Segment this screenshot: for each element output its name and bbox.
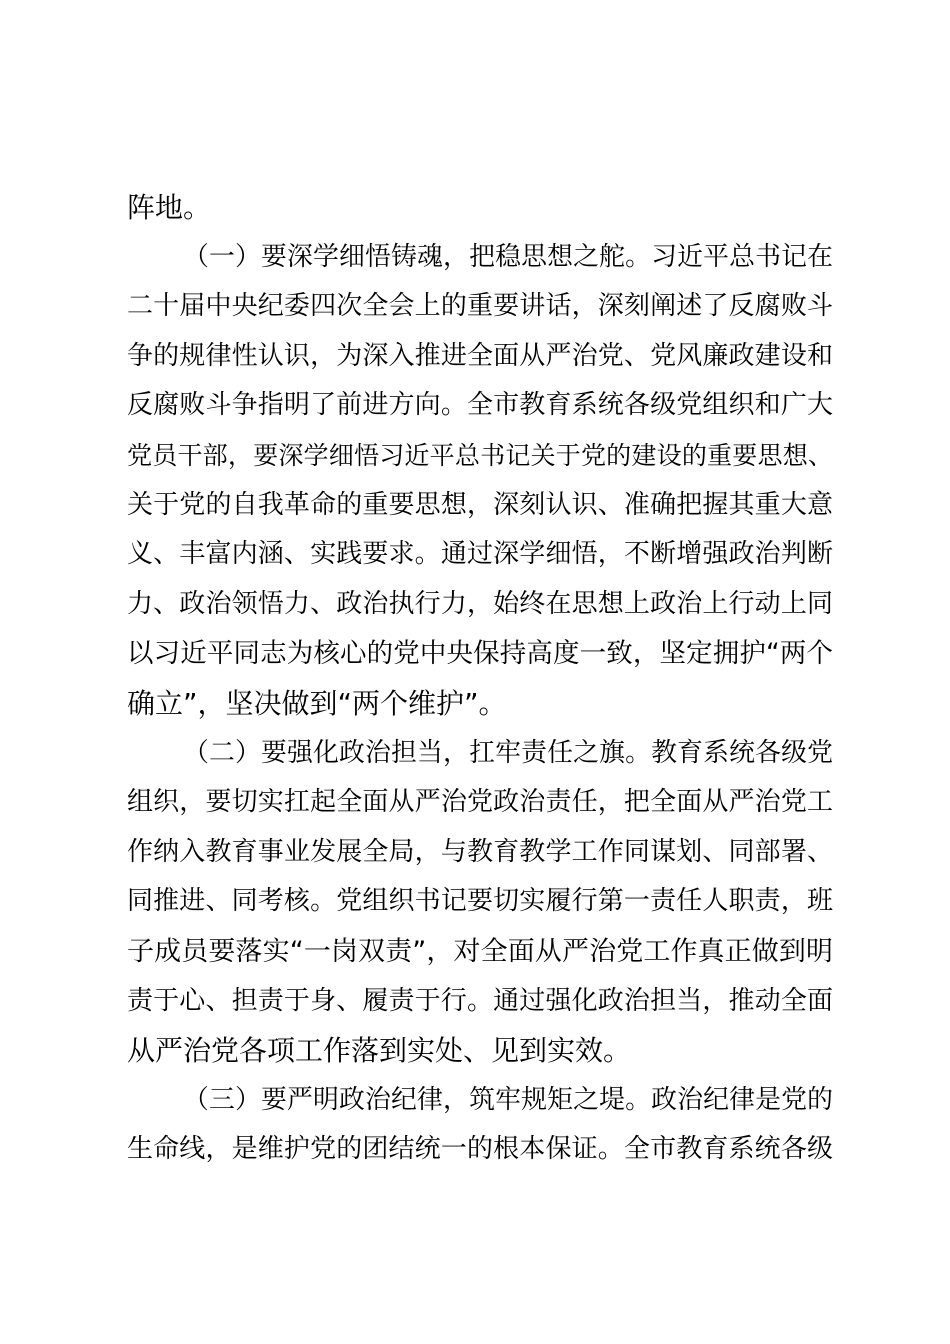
text-line: 子成员要落实“一岗双责”，对全面从严治党工作真正做到明	[127, 935, 833, 967]
text-line: 组织，要切实扛起全面从严治党政治责任，把全面从严治党工	[127, 787, 833, 818]
text-line: 从严治党各项工作落到实处、见到实效。	[127, 1034, 632, 1068]
text-line: 以习近平同志为核心的党中央保持高度一致，坚定拥护“两个	[127, 638, 833, 670]
text-line: 生命线，是维护党的团结统一的根本保证。全市教育系统各级	[127, 1134, 833, 1165]
text-line: 责于心、担责于身、履责于行。通过强化政治担当，推动全面	[127, 985, 833, 1016]
document-body	[127, 183, 833, 1175]
text-line: （三）要严明政治纪律，筑牢规矩之堤。政治纪律是党的	[183, 1084, 833, 1115]
text-line: 反腐败斗争指明了前进方向。全市教育系统各级党组织和广大	[127, 390, 833, 421]
text-line: 二十届中央纪委四次全会上的重要讲话，深刻阐述了反腐败斗	[127, 291, 833, 322]
text-line: 争的规律性认识，为深入推进全面从严治党、党风廉政建设和	[127, 340, 833, 371]
text-line: 关于党的自我革命的重要思想，深刻认识、准确把握其重大意	[127, 489, 833, 520]
text-line: 义、丰富内涵、实践要求。通过深学细悟，不断增强政治判断	[127, 539, 833, 570]
text-line: 力、政治领悟力、政治执行力，始终在思想上政治上行动上同	[127, 588, 833, 619]
text-line: 确立”，坚决做到“两个维护”。	[127, 686, 507, 720]
text-line: （二）要强化政治担当，扛牢责任之旗。教育系统各级党	[183, 737, 833, 768]
text-line: 作纳入教育事业发展全局，与教育教学工作同谋划、同部署、	[127, 836, 833, 867]
text-line: 阵地。	[127, 191, 212, 224]
text-line: 党员干部，要深学细悟习近平总书记关于党的建设的重要思想、	[127, 440, 833, 470]
text-line: （一）要深学细悟铸魂，把稳思想之舵。习近平总书记在	[183, 241, 833, 272]
text-line: 同推进、同考核。党组织书记要切实履行第一责任人职责，班	[127, 886, 833, 917]
